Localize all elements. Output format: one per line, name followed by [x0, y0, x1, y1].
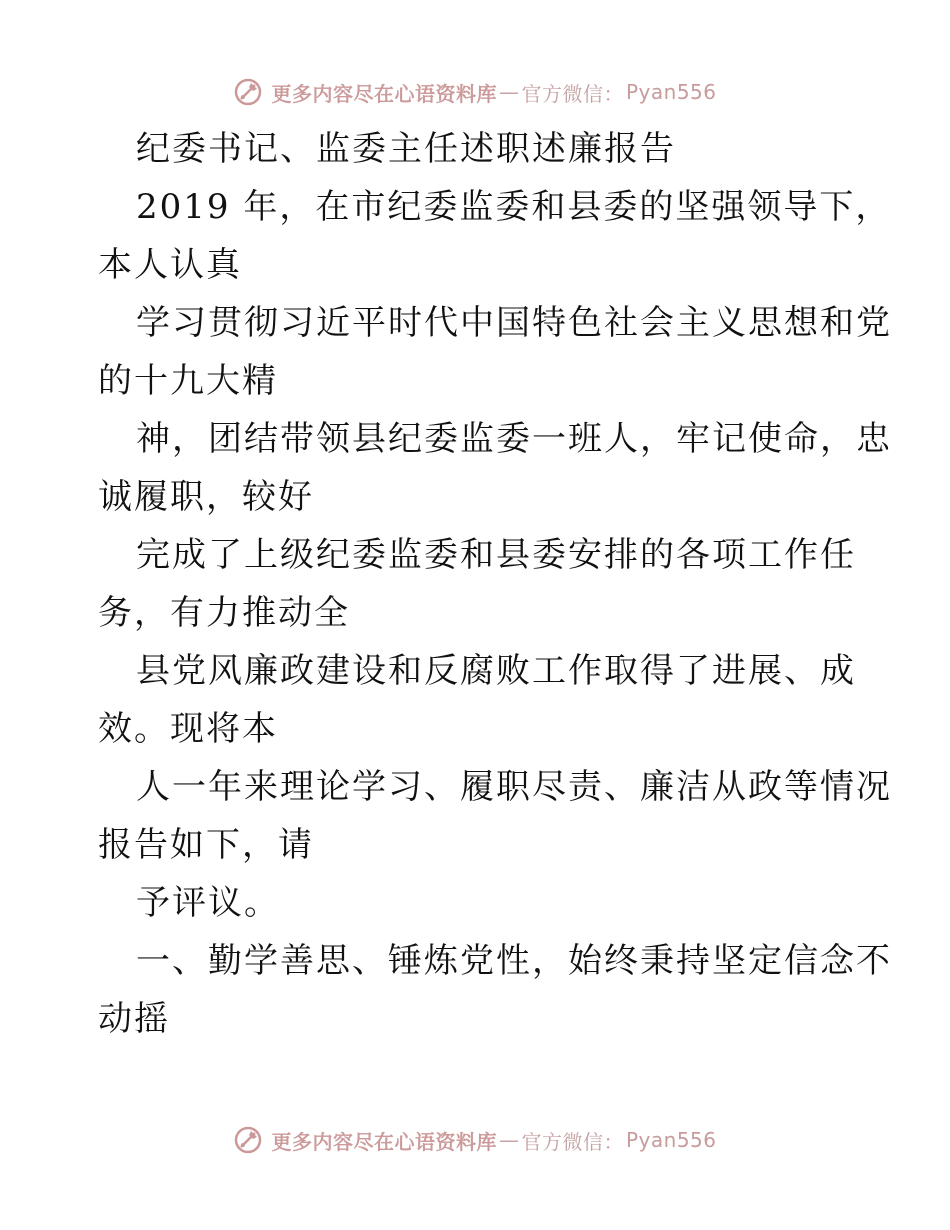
doc-line: 纪委书记、监委主任述职述廉报告	[136, 129, 676, 169]
doc-line: 神，团结带领县纪委监委一班人，牢记使命，忠	[136, 419, 892, 459]
doc-line: 予评议。	[136, 883, 280, 923]
quill-logo-icon	[233, 1125, 263, 1155]
doc-line: 诚履职，较好	[98, 477, 314, 517]
footer-watermark-banner	[0, 1120, 950, 1160]
document-body	[98, 120, 892, 1048]
doc-line: 效。现将本	[98, 709, 278, 749]
banner-site-text: 更多内容尽在心语资料库	[271, 1129, 497, 1154]
banner-wechat-label: 官方微信：	[521, 81, 624, 106]
doc-line: 的十九大精	[98, 361, 278, 401]
doc-line: 报告如下，请	[98, 825, 314, 865]
banner-wechat-id: Pyan556	[625, 80, 717, 104]
header-watermark-banner	[0, 72, 950, 112]
doc-line: 县党风廉政建设和反腐败工作取得了进展、成	[136, 651, 856, 691]
doc-line: 完成了上级纪委监委和县委安排的各项工作任	[136, 535, 856, 575]
doc-line: 2019 年，在市纪委监委和县委的坚强领导下，	[136, 187, 892, 227]
banner-wechat-id: Pyan556	[625, 1128, 717, 1152]
doc-line: 务，有力推动全	[98, 593, 350, 633]
doc-line: 本人认真	[98, 245, 242, 285]
doc-line: 一、勤学善思、锤炼党性，始终秉持坚定信念不	[136, 941, 892, 981]
banner-separator: —	[498, 80, 520, 104]
doc-line: 学习贯彻习近平时代中国特色社会主义思想和党	[136, 303, 892, 343]
doc-line: 人一年来理论学习、履职尽责、廉洁从政等情况	[136, 767, 892, 807]
banner-wechat-label: 官方微信：	[521, 1129, 624, 1154]
banner-separator: —	[498, 1128, 520, 1152]
quill-logo-icon	[233, 77, 263, 107]
banner-site-text: 更多内容尽在心语资料库	[271, 81, 497, 106]
doc-line: 动摇	[98, 999, 170, 1039]
